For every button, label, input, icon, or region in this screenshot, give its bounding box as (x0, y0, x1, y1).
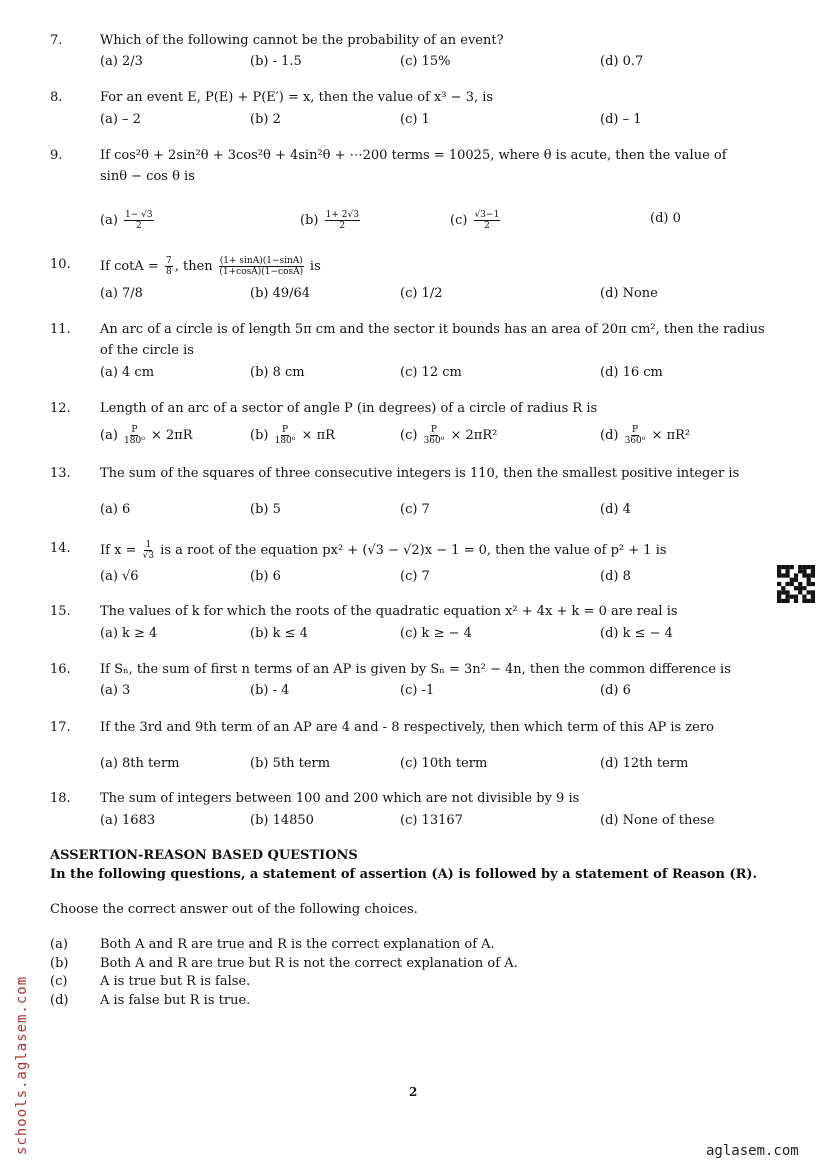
text-segment: × πR² (647, 428, 691, 443)
answer-option (600, 501, 631, 519)
numerator: 1− √3 (125, 210, 153, 220)
text-segment: (d) k ≤ − 4 (600, 626, 673, 641)
text-segment: (d) 16 cm (600, 365, 663, 380)
question-number: 9. (50, 148, 63, 163)
fraction (325, 210, 360, 231)
question-number: 12. (50, 401, 71, 416)
text-segment: (b) (300, 213, 323, 228)
text-segment: (c) -1 (400, 683, 435, 698)
answer-option (250, 568, 281, 586)
denominator: (1+cosA)(1−cosA) (219, 267, 304, 277)
answer-option (600, 755, 688, 773)
text-segment: is (305, 259, 321, 274)
answer-option (250, 812, 314, 830)
text-segment: (a) 1683 (100, 813, 156, 828)
answer-option (600, 285, 658, 303)
text-segment: sinθ − cos θ is (100, 169, 195, 184)
answer-option (250, 53, 302, 71)
numerator: P (631, 425, 639, 435)
text-segment: (a) 7/8 (100, 286, 143, 301)
text-segment: (d) None (600, 286, 658, 301)
text-segment: (c) 1/2 (400, 286, 443, 301)
text-segment: (c) 7 (400, 502, 430, 517)
question-number: 7. (50, 33, 63, 48)
question-text (100, 342, 194, 360)
answer-option (250, 364, 305, 382)
text-segment: (c) 1 (400, 112, 430, 127)
text-segment: (b) k ≤ 4 (250, 626, 308, 641)
text-segment: (a) √6 (100, 569, 139, 584)
answer-option (650, 210, 681, 228)
answer-option (600, 53, 643, 71)
question-text (100, 661, 731, 679)
fraction (424, 425, 445, 446)
text-segment: Which of the following cannot be the probability of an event? (100, 33, 504, 48)
text-segment: If Sₙ, the sum of first n terms of an AP is given by Sₙ = 3n² − 4n, then the common difference is (100, 662, 731, 677)
answer-option (100, 364, 154, 382)
text-segment: (b) 5th term (250, 756, 331, 771)
answer-option (250, 111, 281, 129)
answer-option (600, 812, 714, 830)
denominator: 360⁰ (423, 436, 445, 446)
text-segment: (d) 0.7 (600, 54, 644, 69)
question-number: 11. (50, 322, 71, 337)
answer-option (400, 625, 472, 643)
answer-option (100, 568, 139, 586)
text-segment: (c) 13167 (400, 813, 463, 828)
answer-option (100, 111, 141, 129)
question-text (100, 32, 504, 50)
text-segment: (b) - 4 (250, 683, 290, 698)
denominator: 2 (339, 221, 346, 231)
answer-option (100, 210, 156, 231)
question-text (100, 465, 739, 483)
text-segment: If cos²θ + 2sin²θ + 3cos²θ + 4sin²θ + ⋯200 terms = 10025, where θ is acute, then the value of (100, 148, 727, 163)
text-segment: (b) (250, 428, 273, 443)
denominator: 2 (484, 221, 490, 231)
choice-label: (a) (50, 937, 68, 952)
choice-label: (d) (50, 992, 69, 1008)
answer-option (600, 682, 631, 700)
answer-option (100, 625, 157, 643)
text-segment: is a root of the equation px² + (√3 − √2)x − 1 = 0, then the value of p² + 1 is (156, 543, 667, 558)
text-segment: (a) (100, 428, 123, 443)
answer-option (400, 425, 497, 446)
text-segment: (d) 4 (600, 502, 631, 517)
answer-option (400, 682, 434, 700)
question-text (100, 400, 597, 418)
text-segment: , then (174, 259, 217, 274)
text-segment: (d) 0 (650, 211, 681, 226)
fraction (124, 210, 154, 231)
answer-option (250, 501, 281, 519)
qr-code-icon (777, 565, 815, 603)
numerator: 1+ 2√3 (325, 210, 359, 220)
answer-option (600, 425, 690, 446)
answer-option (250, 625, 308, 643)
question-text (100, 321, 765, 339)
answer-option (100, 425, 193, 446)
denominator: 180⁰ (274, 436, 296, 446)
text-segment: × 2πR (146, 428, 193, 443)
text-segment: (c) 12 cm (400, 365, 462, 380)
fraction (219, 256, 304, 277)
answer-option (100, 812, 155, 830)
denominator: 2 (135, 221, 142, 231)
choice-text: A is true but R is false. (100, 974, 251, 989)
choice-text: A is false but R is true. (100, 992, 251, 1008)
fraction (474, 210, 501, 231)
text-segment: (a) – 2 (100, 112, 141, 127)
text-segment: (a) 8th term (100, 756, 180, 771)
fraction (143, 540, 154, 561)
denominator: 180⁰ (124, 436, 145, 446)
question-number: 15. (50, 604, 71, 619)
text-segment: (b) 6 (250, 569, 281, 584)
text-segment: (d) 8 (600, 569, 631, 584)
text-segment: If cotA = (100, 259, 163, 274)
answer-option (600, 364, 663, 382)
answer-option (450, 210, 502, 231)
answer-option (400, 812, 463, 830)
answer-option (400, 285, 442, 303)
text-segment: (a) k ≥ 4 (100, 626, 158, 641)
denominator: 360⁰ (624, 436, 646, 446)
answer-option (250, 425, 335, 446)
choice-label: (b) (50, 955, 69, 971)
text-segment: (a) (100, 213, 123, 228)
text-segment: (c) (400, 428, 422, 443)
text-segment: If the 3rd and 9th term of an AP are 4 and - 8 respectively, then which term of this AP is zero (100, 720, 714, 735)
fraction (124, 425, 145, 446)
answer-option (300, 210, 362, 231)
fraction (625, 425, 646, 446)
text-segment: (d) 12th term (600, 756, 689, 771)
text-segment: × πR (297, 428, 335, 443)
question-text (100, 89, 493, 107)
text-segment: If x = (100, 543, 141, 558)
text-segment: (b) - 1.5 (250, 54, 302, 69)
numerator: (1+ sinA)(1−sinA) (219, 256, 303, 266)
text-segment: (a) 6 (100, 502, 131, 517)
question-number: 13. (50, 466, 71, 481)
denominator: 8 (165, 267, 172, 277)
text-segment: An arc of a circle is of length 5π cm and the sector it bounds has an area of 20π cm², then the radius (100, 322, 765, 337)
text-segment: (d) – 1 (600, 112, 642, 127)
answer-option (400, 568, 430, 586)
footer-site-link[interactable]: aglasem.com (706, 1143, 799, 1159)
answer-option (600, 111, 642, 129)
numerator: P (131, 425, 138, 435)
text-segment: (d) None of these (600, 813, 715, 828)
text-segment: (a) 2/3 (100, 54, 143, 69)
choice-text: Both A and R are true but R is not the correct explanation of A. (100, 955, 518, 971)
text-segment: (c) (450, 213, 472, 228)
answer-option (100, 682, 130, 700)
text-segment: (d) 6 (600, 683, 631, 698)
text-segment: (b) 49/64 (250, 286, 311, 301)
instruction-text: Choose the correct answer out of the following choices. (50, 902, 418, 917)
section-subheading: In the following questions, a statement of assertion (A) is followed by a statement of Reason (R). (50, 867, 758, 882)
question-text (100, 603, 678, 621)
text-segment: The values of k for which the roots of the quadratic equation x² + 4x + k = 0 are real is (100, 604, 678, 619)
question-number: 8. (50, 90, 63, 105)
question-text (100, 256, 321, 277)
question-text (100, 147, 727, 165)
text-segment: (c) 10th term (400, 756, 488, 771)
text-segment: (c) 15% (400, 54, 451, 69)
numerator: P (430, 425, 437, 435)
choice-text: Both A and R are true and R is the correct explanation of A. (100, 937, 495, 952)
text-segment: × 2πR² (446, 428, 498, 443)
numerator: P (281, 425, 289, 435)
question-number: 16. (50, 662, 71, 677)
section-heading: ASSERTION-REASON BASED QUESTIONS (50, 848, 358, 863)
text-segment: (a) 4 cm (100, 365, 155, 380)
answer-option (100, 501, 130, 519)
text-segment: (b) 14850 (250, 813, 314, 828)
text-segment: The sum of integers between 100 and 200 which are not divisible by 9 is (100, 791, 580, 806)
fraction (165, 256, 173, 277)
fraction (275, 425, 296, 446)
text-segment: (b) 8 cm (250, 365, 305, 380)
choice-label: (c) (50, 974, 68, 989)
numerator: √3−1 (474, 210, 500, 220)
answer-option (600, 568, 631, 586)
text-segment: of the circle is (100, 343, 194, 358)
watermark: schools.aglasem.com (14, 975, 30, 1155)
text-segment: The sum of the squares of three consecutive integers is 110, then the smallest positive integer is (100, 466, 740, 481)
answer-option (250, 682, 289, 700)
answer-option (400, 501, 430, 519)
text-segment: (c) 7 (400, 569, 430, 584)
answer-option (400, 364, 462, 382)
text-segment: For an event E, P(E) + P(E′) = x, then the value of x³ − 3, is (100, 90, 494, 105)
answer-option (400, 111, 430, 129)
answer-option (250, 285, 310, 303)
answer-option (250, 755, 330, 773)
question-number: 18. (50, 791, 71, 806)
text-segment: Length of an arc of a sector of angle P (in degrees) of a circle of radius R is (100, 401, 598, 416)
answer-option (400, 53, 450, 71)
question-number: 14. (50, 541, 71, 556)
denominator: √3 (142, 551, 155, 561)
answer-option (100, 53, 143, 71)
question-number: 10. (50, 257, 71, 272)
text-segment: (c) k ≥ − 4 (400, 626, 472, 641)
question-text (100, 790, 579, 808)
text-segment: (b) 5 (250, 502, 281, 517)
question-text (100, 540, 667, 561)
numerator: 7 (165, 256, 172, 266)
question-text (100, 719, 714, 737)
answer-option (600, 625, 673, 643)
answer-option (100, 285, 143, 303)
numerator: 1 (145, 540, 152, 550)
answer-option (100, 755, 180, 773)
page-number: 2 (409, 1085, 418, 1099)
question-number: 17. (50, 720, 71, 735)
text-segment: (a) 3 (100, 683, 131, 698)
text-segment: (b) 2 (250, 112, 281, 127)
question-text (100, 168, 195, 186)
answer-option (400, 755, 487, 773)
text-segment: (d) (600, 428, 623, 443)
